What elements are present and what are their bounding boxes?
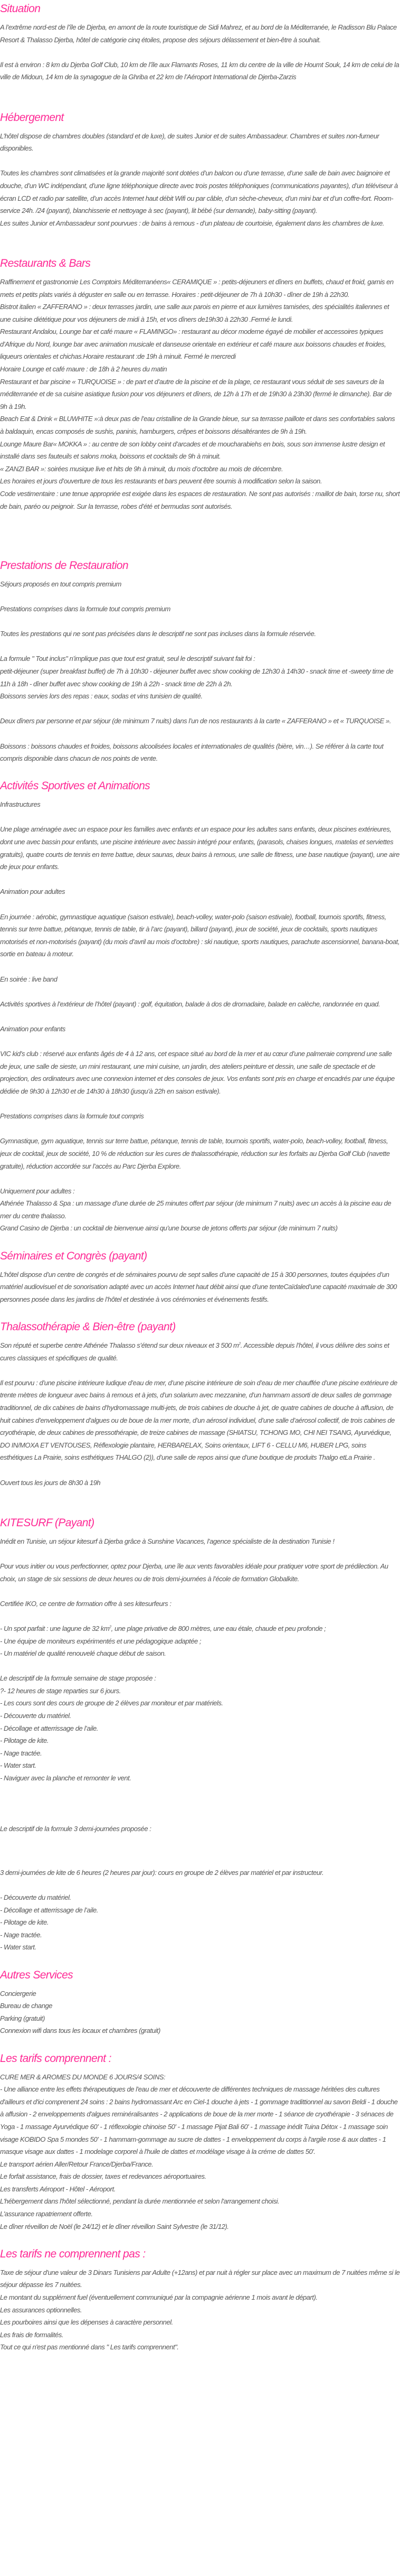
tarifs-inclus-line: CURE MER & AROMES DU MONDE 6 JOURS/4 SOINS: (0, 2073, 166, 2081)
activites-adultes-soiree: En soirée : live band (0, 975, 58, 983)
seminaires-text: L’hôtel dispose d’un centre de congrès et de séminaires pourvu de sept salles d’une capacité de 15 à 300 personnes, toutes équipées d’un matériel audiovisuel et de sonorisation adapté avec un accès Internet haut débit ainsi que d’une tenteCaïdaled’une capacité maximale de 300 personnes posée dans les jardins de l’hôtel et destinée à vos cérémonies et événements festifs. (0, 1270, 397, 1303)
list-item: - Découverte du matériel. (0, 1893, 71, 1901)
tarifs-inclus-line: Le dîner réveillon de Noël (le 24/12) et le dîner réveillon Saint Sylvestre (le 31/12). (0, 2222, 229, 2230)
section-autres-services (0, 1966, 400, 2037)
list-item: - Découverte du matériel. (0, 1712, 71, 1720)
kitesurf-offer-1-text-end: , une plage privative de 800 mètres, une eau étale, chaude et peu profonde ; (111, 1624, 326, 1632)
section-title-activites: Activités Sportives et Animations (0, 780, 150, 792)
list-item: - Pilotage de kite. (0, 1737, 49, 1745)
activites-athenee-offer: Athénée Thalasso & Spa : un massage d’une durée de 25 minutes offert par séjour (de minimum 7 nuits) avec un accès à la piscine eau de mer du centre thalasso. (0, 1199, 392, 1220)
section-tarifs-inclus (0, 2050, 400, 2233)
section-title-autres-services: Autres Services (0, 1968, 73, 1981)
kitesurf-offer-2: - Une équipe de moniteurs expérimentés et une pédagogique adaptée ; (0, 1637, 202, 1645)
kitesurf-demi-desc: 3 demi-journées de kite de 6 heures (2 heures par jour): cours en groupe de 2 élèves par matériel et par instructeur. (0, 1868, 324, 1877)
service-item: Bureau de change (0, 2002, 53, 2010)
tarifs-inclus-line: L'hébergement dans l'hôtel sélectionné, pendant la durée mentionnée et selon l'arrangement choisi. (0, 2197, 280, 2206)
hebergement-paragraph-1: L’hôtel dispose de chambres doubles (standard et de luxe), de suites Junior et de suites Ambassadeur. Chambres et suites non-fumeur disponibles. (0, 132, 379, 153)
section-title-situation: Situation (0, 3, 41, 15)
activites-casino-offer: Grand Casino de Djerba : un cocktail de bienvenue ainsi qu’une bourse de jetons offerts par séjour (de minimum 7 nuits) (0, 1224, 338, 1233)
hebergement-paragraph-3: Les suites Junior et Ambassadeur sont pourvues : de bains à remous - d’un plateau de courtoisie, également dans les chambres de luxe. (0, 219, 385, 227)
tarifs-exclus-line: Le montant du supplément fuel (éventuellement communiqué par la compagnie aérienne 1 mois avant le départ). (0, 2293, 318, 2302)
list-item: - Nage tractée. (0, 1930, 42, 1939)
activites-exterieur: Activités sportives à l’extérieur de l’hôtel (payant) : golf, équitation, balade à dos de dromadaire, balade en calèche, randonnée en quad. (0, 1000, 380, 1008)
tarifs-exclus-line: Tout ce qui n'est pas mentionné dans " Les tarifs comprennent". (0, 2343, 179, 2351)
section-kitesurf (0, 1514, 400, 1954)
restaurant-bluwhite: Beach Eat & Drink « BLUWHITE »:à deux pas de l’eau cristalline de la Grande bleue, sur sa terrasse paillote et dans ses confortables salons à baldaquin, encas composés de sushis, paninis, hamburgers, crêpes et boissons désaltérantes de 9h à 19h. (0, 415, 395, 436)
list-item: - Water start. (0, 1761, 36, 1770)
situation-paragraph-2: Il est à environ : 8 km du Djerba Golf Club, 10 km de l’île aux Flamants Roses, 11 km du centre de la ville de Houmt Souk, 14 km de celui de la ville de Midoun, 14 km de la synagogue de la Ghriba et 22 km de l’Aéroport International de Djerba-Zarzis (0, 60, 399, 81)
activites-enfants-label: Animation pour enfants (0, 1024, 65, 1033)
tarifs-exclus-line: Taxe de séjour d'une valeur de 3 Dinars Tunisiens par Adulte (+12ans) et par nuit à régler sur place avec un maximum de 7 nuitées même si le séjour dépasse les 7 nuitées. (0, 2268, 400, 2289)
hebergement-paragraph-2: Toutes les chambres sont climatisées et la grande majorité sont dotées d’un balcon ou d’une terrasse, d’une salle de bain avec baignoire et douche, d’un WC indépendant, d’une ligne téléphonique directe avec trois postes téléphoniques (communications payantes), d’un téléviseur à écran LCD et radio par satellite, d’un accès Internet haut débit Wifi ou par câble, d’un sèche-cheveux, d’un mini bar et d’un coffre-fort. Room-service 24h. /24 (payant), blanchisserie et nettoyage à sec (payant), lit bébé (sur demande), baby-sitting (payant). (0, 169, 398, 215)
service-item: Parking (gratuit) (0, 2014, 45, 2022)
lounge-hours: Horaire Lounge et café maure : de 18h à 2 heures du matin (0, 365, 167, 374)
list-item: - Les cours sont des cours de groupe de 2 élèves par moniteur et par matériels. (0, 1699, 223, 1707)
prestations-p2: Prestations comprises dans la formule tout compris premium (0, 604, 170, 613)
tarifs-inclus-line: L'assurance rapatriement offerte. (0, 2210, 93, 2218)
section-title-prestations: Prestations de Restauration (0, 559, 128, 572)
section-title-tarifs-inclus: Les tarifs comprennent : (0, 2052, 111, 2065)
restaurant-zafferano: Bistrot italien « ZAFFERANO » : deux terrasses jardin, une salle aux parois en pierre et aux lumières tamisées, des spécialités italiennes et une cuisine diététique pour vos déjeuners de midi à 15h, et vos dîners de19h30 à 22h30 .Fermé le lundi. (0, 303, 389, 323)
section-thalasso (0, 1318, 400, 1489)
list-item: - Pilotage de kite. (0, 1918, 49, 1927)
dress-code: Code vestimentaire : une tenue appropriée est exigée dans les espaces de restauration. Ne sont pas autorisés : maillot de bain, torse nu, short de bain, paréo ou peignoir. Sur la terrasse, robes d’été et bermudas sont autorisés. (0, 490, 400, 510)
kitesurf-demi-title: Le descriptif de la formule 3 demi-journées proposée : (0, 1824, 151, 1833)
tarifs-exclus-line: Les pourboires ainsi que les dépenses à caractère personnel. (0, 2318, 173, 2327)
kitesurf-p2: Pour vous initier ou vous perfectionner, optez pour Djerba, une île aux vents favorables idéale pour pratiquer votre sport de prédilection. Au choix, un stage de six sessions de deux heures ou de trois demi-journées à l’école de formation Globalkite. (0, 1562, 388, 1583)
service-item: Connexion wifi dans tous les locaux et chambres (gratuit) (0, 2027, 160, 2035)
activites-adultes-only-label: Uniquement pour adultes : (0, 1187, 75, 1195)
situation-paragraph-1: A l’extrême nord-est de l’île de Djerba, en amont de la route touristique de Sidi Mahrez, et au bord de la Méditerranée, le Radisson Blu Palace Resort & Thalasso Djerba, hôtel de catégorie cinq étoiles, propose des séjours délassement et bien-être à souhait. (0, 23, 397, 44)
list-item: - Décollage et atterrissage de l’aile. (0, 1906, 98, 1914)
kitesurf-semaine-list (0, 1685, 400, 1785)
thalasso-p1-text: Son réputé et superbe centre Athénée Thalasso s’étend sur deux niveaux et 3 500 m (0, 1341, 239, 1350)
activites-compris-label: Prestations comprises dans la formule tout compris (0, 1112, 144, 1121)
tarifs-inclus-line: Les transferts Aéroport - Hôtel - Aéroport. (0, 2185, 116, 2193)
activites-infra-label: Infrastructures (0, 800, 41, 809)
service-item: Conciergerie (0, 1989, 36, 1998)
kitesurf-semaine-title: Le descriptif de la formule semaine de stage proposée : (0, 1674, 156, 1683)
kitesurf-offer-1-text: - Un spot parfait : une lagune de 32 km (0, 1624, 110, 1632)
section-title-tarifs-exclus: Les tarifs ne comprennent pas : (0, 2247, 146, 2260)
thalasso-hours: Ouvert tous les jours de 8h30 à 19h (0, 1478, 101, 1487)
thalasso-p2: Il est pourvu : d’une piscine intérieure ludique d’eau de mer, d’une piscine intérieure de soin d’eau de mer chauffée d’une piscine extérieure de trente mètres de longueur avec bains à remous et à jets, d’un solarium avec mezzanine, d’un hammam assorti de deux salles de gommage traditionnel, de dix cabines de bains d’hydromassage multi-jets, de trois cabines de douche à jet, de quatre cabines de douche à affusion, de huit cabines d’enveloppement d’algues ou de boue de la mer morte, d’un aérosol individuel, d’une salle d’aérosol collectif, de trois cabines de cryothérapie, de deux cabines de pressothérapie, de treize cabines de massage (SHIATSU, TCHONG MO, CHI NEI TSANG, Ayurvédique, DO IN/MOXA ET VENTOUSES, Réflexologie plantaire, HERBARELAX, Soins orientaux, LIFT 6 - CELLU M6, HUBER LPG, soins esthétiques La Prairie, soins esthétiques THALGO (2)), d’une salle de repos ainsi que d’une boutique de produits Thalgo etLa Prairie . (0, 1378, 397, 1462)
tarifs-inclus-line: Le transport aérien Aller/Retour France/Djerba/France. (0, 2160, 154, 2168)
list-item: - Décollage et atterrissage de l’aile. (0, 1724, 98, 1732)
activites-infra-text: Une plage aménagée avec un espace pour les familles avec enfants et un espace pour les adultes sans enfants, deux piscines extérieures, dont une avec bassin pour enfants, une piscine intérieure avec bassin intégré pour enfants, (parasols, chaises longues, matelas et serviettes gratuits), quatre courts de tennis en terre battue, deux saunas, deux bains à remous, une salle de fitness, une base nautique (payant), une aire de jeux pour enfants. (0, 825, 399, 871)
section-title-restaurants: Restaurants & Bars (0, 257, 91, 269)
section-restaurants (0, 255, 400, 512)
restaurants-hours-note: Les horaires et jours d’ouverture de tous les restaurants et bars peuvent être soumis à modification selon la saison. (0, 477, 322, 486)
section-situation (0, 0, 400, 83)
section-hebergement (0, 109, 400, 230)
list-item: - Water start. (0, 1943, 36, 1952)
activites-compris-text: Gymnastique, gym aquatique, tennis sur terre battue, pétanque, tennis de table, tournois sportifs, water-polo, beach-volley, football, fitness, jeux de cocktail, jeux de société, 10 % de réduction sur les cures de thalassothérapie, réduction sur les forfaits au Djerba Golf Club (navette gratuite), réduction accordée sur l’accès au Parc Djerba Explore. (0, 1137, 390, 1170)
prestations-p5: Deux dîners par personne et par séjour (de minimum 7 nuits) dans l’un de nos restaurants à la carte « ZAFFERANO » et « TURQUOISE ». (0, 717, 391, 725)
thalasso-p1 (0, 1339, 400, 1364)
section-seminaires (0, 1247, 400, 1306)
prestations-formule-schedule: petit-déjeuner (super breakfast buffet) de 7h à 10h30 - déjeuner buffet avec show cooking de 12h30 à 14h30 - snack time et -sweety time de 11h à 18h - dîner buffet avec show cooking de 19h à 22h - snack time de 22h à 2h. (0, 667, 394, 688)
section-tarifs-exclus (0, 2245, 400, 2354)
activites-adultes-label: Animation pour adultes (0, 888, 65, 896)
square-superscript: 2 (239, 1342, 241, 1346)
restaurant-flamingo: Restaurant Andalou, Lounge bar et café maure « FLAMINGO» : restaurant au décor moderne égayé de mobilier et accessoires typiques d’Afrique du Nord, lounge bar avec animation musicale et danseuse orientale en extérieur et café maure aux boissons chaudes et froides, liqueurs orientales et chichas.Horaire restaurant :de 19h à minuit. Fermé le mercredi (0, 328, 386, 361)
kitesurf-p1: Inédit en Tunisie, un séjour kitesurf à Djerba grâce à Sunshine Vacances, l’agence spécialiste de la destination Tunisie ! (0, 1537, 335, 1545)
tarifs-inclus-line: Le forfait assistance, frais de dossier, taxes et redevances aéroportuaires. (0, 2172, 206, 2181)
activites-enfants-text: VIC kid’s club : réservé aux enfants âgés de 4 à 12 ans, cet espace situé au bord de la mer et au cœur d’une palmeraie comprend une salle de jeux, une salle de sieste, un mini restaurant, une mini cuisine, un jardin, des ateliers peinture et dessin, une salle de spectacle et de projection, des ordinateurs avec une connexion internet et des consoles de jeux. Vos enfants sont pris en charge et encadrés par une équipe dédiée de 9h30 à 12h30 et de 14h30 à 18h30 (jusqu’à 22h en saison estivale). (0, 1050, 395, 1095)
section-title-thalasso: Thalassothérapie & Bien-être (payant) (0, 1321, 176, 1333)
prestations-formule-drinks: Boissons servies lors des repas : eaux, sodas et vins tunisien de qualité. (0, 692, 203, 701)
kitesurf-demi-list (0, 1891, 400, 1954)
bar-mokka: Lounge Maure Bar« MOKKA » : au centre de son lobby ceint d’arcades et de moucharabiehs en bois, sous son immense lustre design et installé dans ses fauteuils et salons moka, boissons et cocktails de 9h à minuit. (0, 440, 385, 461)
section-title-seminaires: Séminaires et Congrès (payant) (0, 1249, 147, 1262)
list-item: ?- 12 heures de stage reparties sur 6 jours. (0, 1686, 121, 1695)
restaurant-turquoise: Restaurant et bar piscine « TURQUOISE » : de part et d’autre de la piscine et de la plage, ce restaurant vous séduit de ses saveurs de la méditerranée et de sa cuisine asiatique fusion pour vos déjeuners et dîners, de 12h à 17h et de 19h30 à 23h30 (fermé le dimanche). Bar de 9h à 19h. (0, 377, 392, 410)
list-item: - Naviguer avec la planche et remonter le vent. (0, 1774, 131, 1782)
restaurant-ceramique: Raffinement et gastronomie Les Comptoirs Méditerranéens« CERAMIQUE » : petits-déjeuners et dîners en buffets, chaud et froid, garnis en mets et petits plats variés à déguster en salle ou en terrasse. Horaires : petit-déjeuner de 7h à 10h30 - dîner de 19h à 22h30. (0, 277, 394, 298)
kitesurf-p3: Certifiée IKO, ce centre de formation offre à ses kitesurfeurs : (0, 1599, 172, 1608)
tarifs-exclus-line: Les assurances optionnelles. (0, 2306, 82, 2314)
thalasso-p1-text-end: . Accessible depuis l’hôtel, il vous délivre des soins et cures classiques et spécifiques de qualité. (0, 1341, 389, 1362)
tarifs-exclus-line: Les frais de formalités. (0, 2330, 63, 2339)
activites-adultes-journee: En journée : aérobic, gymnastique aquatique (saison estivale), beach-volley, water-polo (saison estivale), football, tournois sportifs, fitness, tennis sur terre battue, pétanque, tennis de table, tir à l’arc (payant), billard (payant), jeux de société, jeux de cocktails, sports nautiques motorisés et non-motorisés (payant) (du mois d’avril au mois d’octobre) : ski nautique, sports nautiques, parachute ascensionnel, banana-boat, sortie en bateau à moteur. (0, 912, 399, 958)
section-prestations (0, 557, 400, 765)
prestations-formule-intro: La formule " Tout inclus" n’implique pas que tout est gratuit, seul le descriptif suivant fait foi : (0, 655, 255, 663)
section-title-hebergement: Hébergement (0, 111, 64, 124)
section-title-kitesurf: KITESURF (Payant) (0, 1516, 94, 1529)
bar-zanzi: « ZANZI BAR »: soirées musique live et hits de 9h à minuit, du mois d’octobre au mois de décembre. (0, 464, 283, 473)
tarifs-inclus-line: - Une alliance entre les effets thérapeutiques de l'eau de mer et découverte de différentes techniques de massage héritées des cultures d'ailleurs et d'ici comprenent 24 soins : 2 bains hydromassant Arc en Ciel-1 douche à jets - 1 gommage tradittionnel au savon Beldi - 1 douche à affusion - 2 enveloppements d'algues reminéralisantes - 2 applications de boue de la mer morte - 1 séance de cryothérapie - 3 sénaces de Yoga - 1 massage Ayurvédique 60' - 1 réflexologie chinoise 50' - 1 massage Pijat Bali 60' - 1 massage inédit Tuina Détox - 1 massage soin visage KOBIDO Spa 5 mondes 50' - 1 hammam-gommage au sucre de dattes - 1 enveloppement du corps à l'argile rose & aux dattes - 1 masque visage aux dattes - 1 modelage corporel à l'huile de dattes et modélage visage à la créme de dattes 50'. (0, 2085, 398, 2156)
section-activites (0, 777, 400, 1235)
prestations-p6: Boissons : boissons chaudes et froides, boissons alcoolisées locales et internationales de qualités (bière, vin…). Se référer à la carte tout compris disponible dans chacun de nos points de vente. (0, 742, 384, 763)
list-item: - Nage tractée. (0, 1749, 42, 1757)
kitesurf-offer-1 (0, 1622, 400, 1635)
square-superscript: 2 (109, 1625, 111, 1629)
prestations-p1: Séjours proposés en tout compris premium (0, 580, 121, 588)
prestations-p3: Toutes les prestations qui ne sont pas précisées dans le descriptif ne sont pas incluses dans la formule réservée. (0, 630, 316, 638)
kitesurf-offer-3: - Un matériel de qualité renouvelé chaque début de saison. (0, 1649, 166, 1658)
